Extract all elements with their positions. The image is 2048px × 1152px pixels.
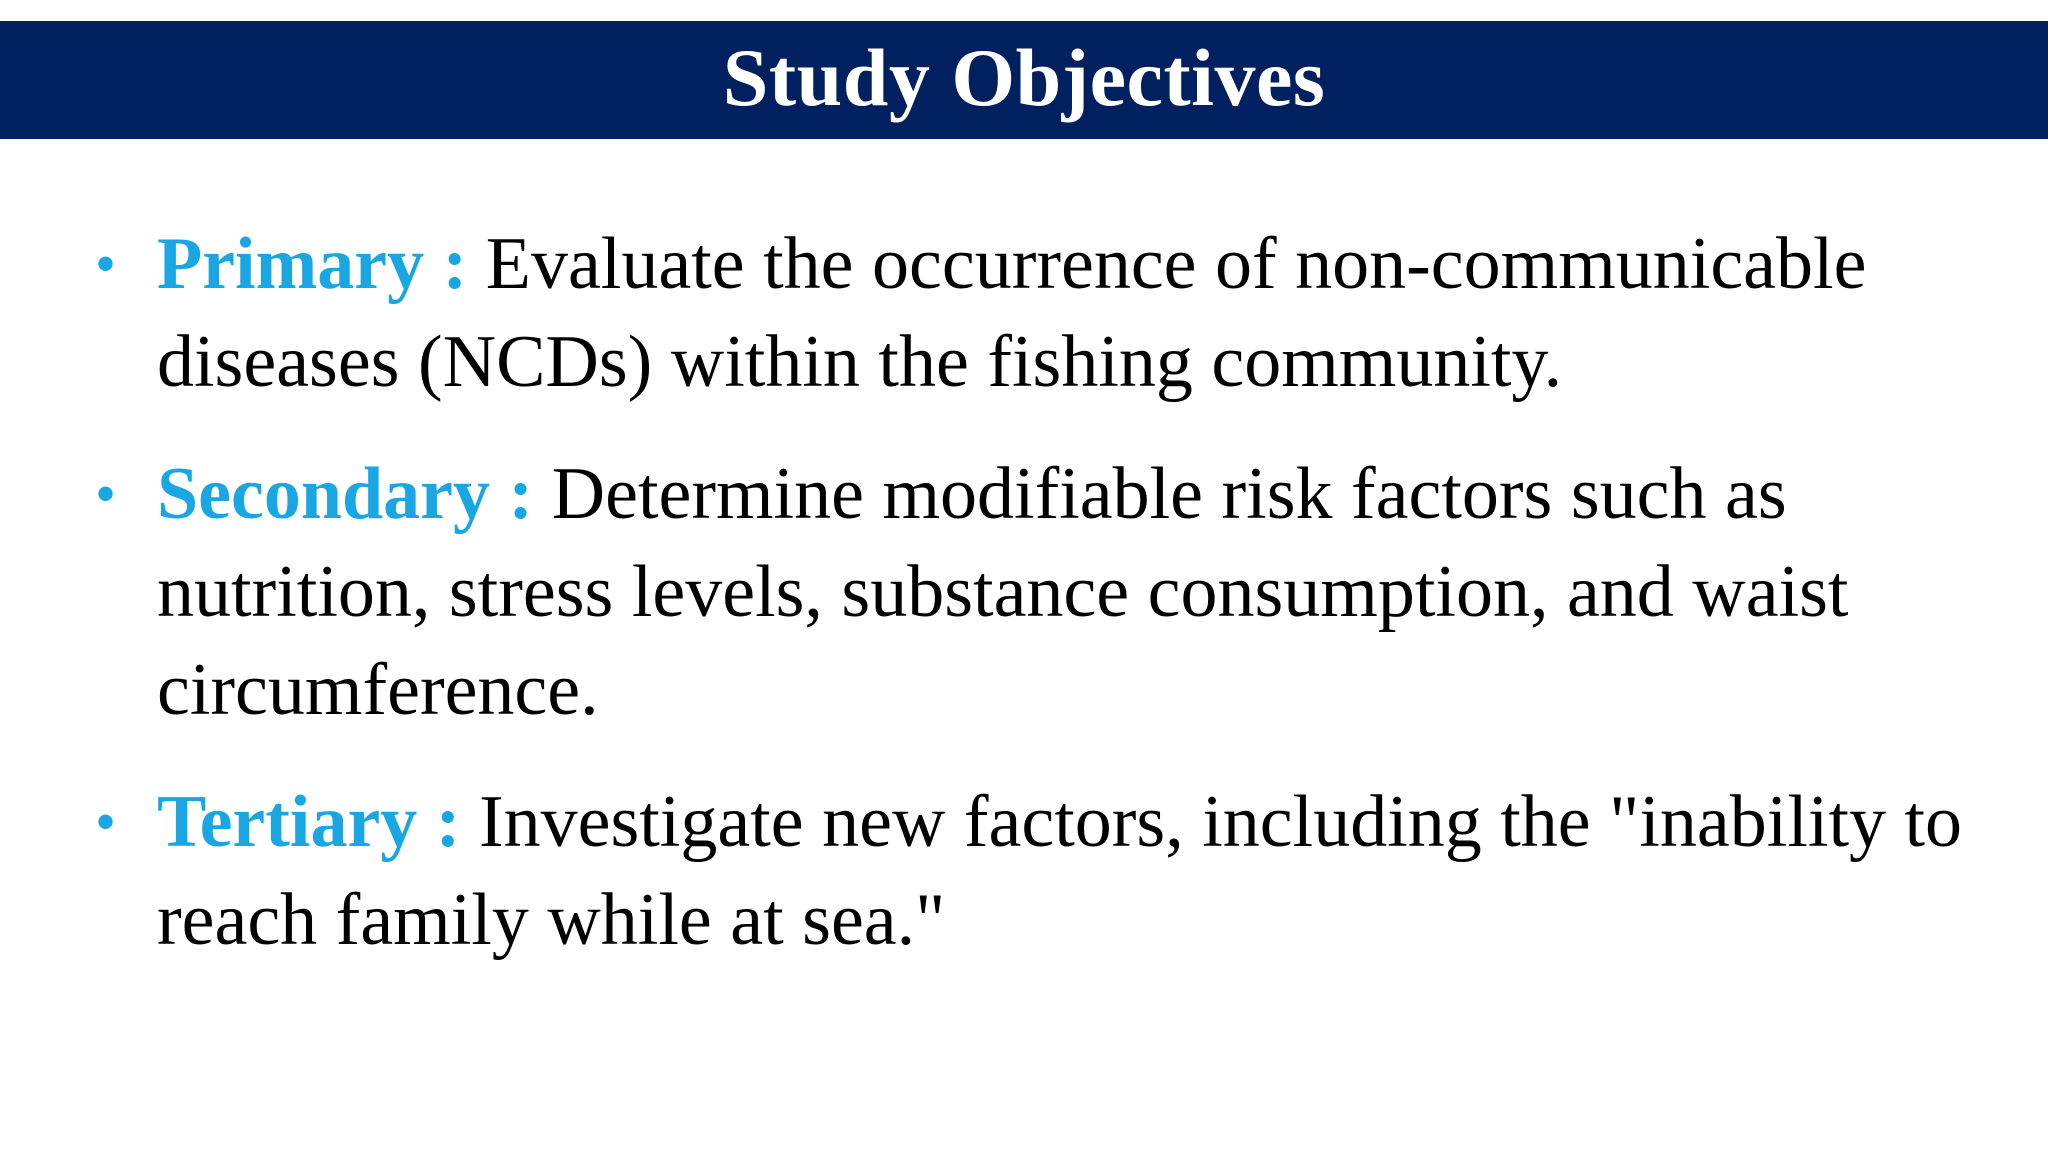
- bullet-icon: •: [95, 231, 117, 297]
- objective-secondary: [95, 445, 1995, 739]
- objective-tertiary: [95, 773, 1995, 969]
- objective-text-secondary: Determine modifiable risk factors such as nutrition, stress levels, substance consumption, and waist circumference.: [157, 453, 1849, 731]
- objective-text-tertiary: Investigate new factors, including the "inability to reach family while at sea.": [157, 781, 1963, 961]
- objective-label-tertiary: Tertiary :: [157, 781, 479, 863]
- title-bar: [0, 21, 2048, 139]
- bullet-icon: •: [95, 789, 117, 855]
- objective-label-primary: Primary :: [157, 223, 486, 305]
- objective-label-secondary: Secondary :: [157, 453, 552, 535]
- bullet-icon: •: [95, 461, 117, 527]
- objectives-list: [95, 215, 1995, 1003]
- objective-primary: [95, 215, 1995, 411]
- objective-text-primary: Evaluate the occurrence of non-communicable diseases (NCDs) within the fishing community.: [157, 223, 1867, 403]
- slide-title: Study Objectives: [722, 32, 1326, 123]
